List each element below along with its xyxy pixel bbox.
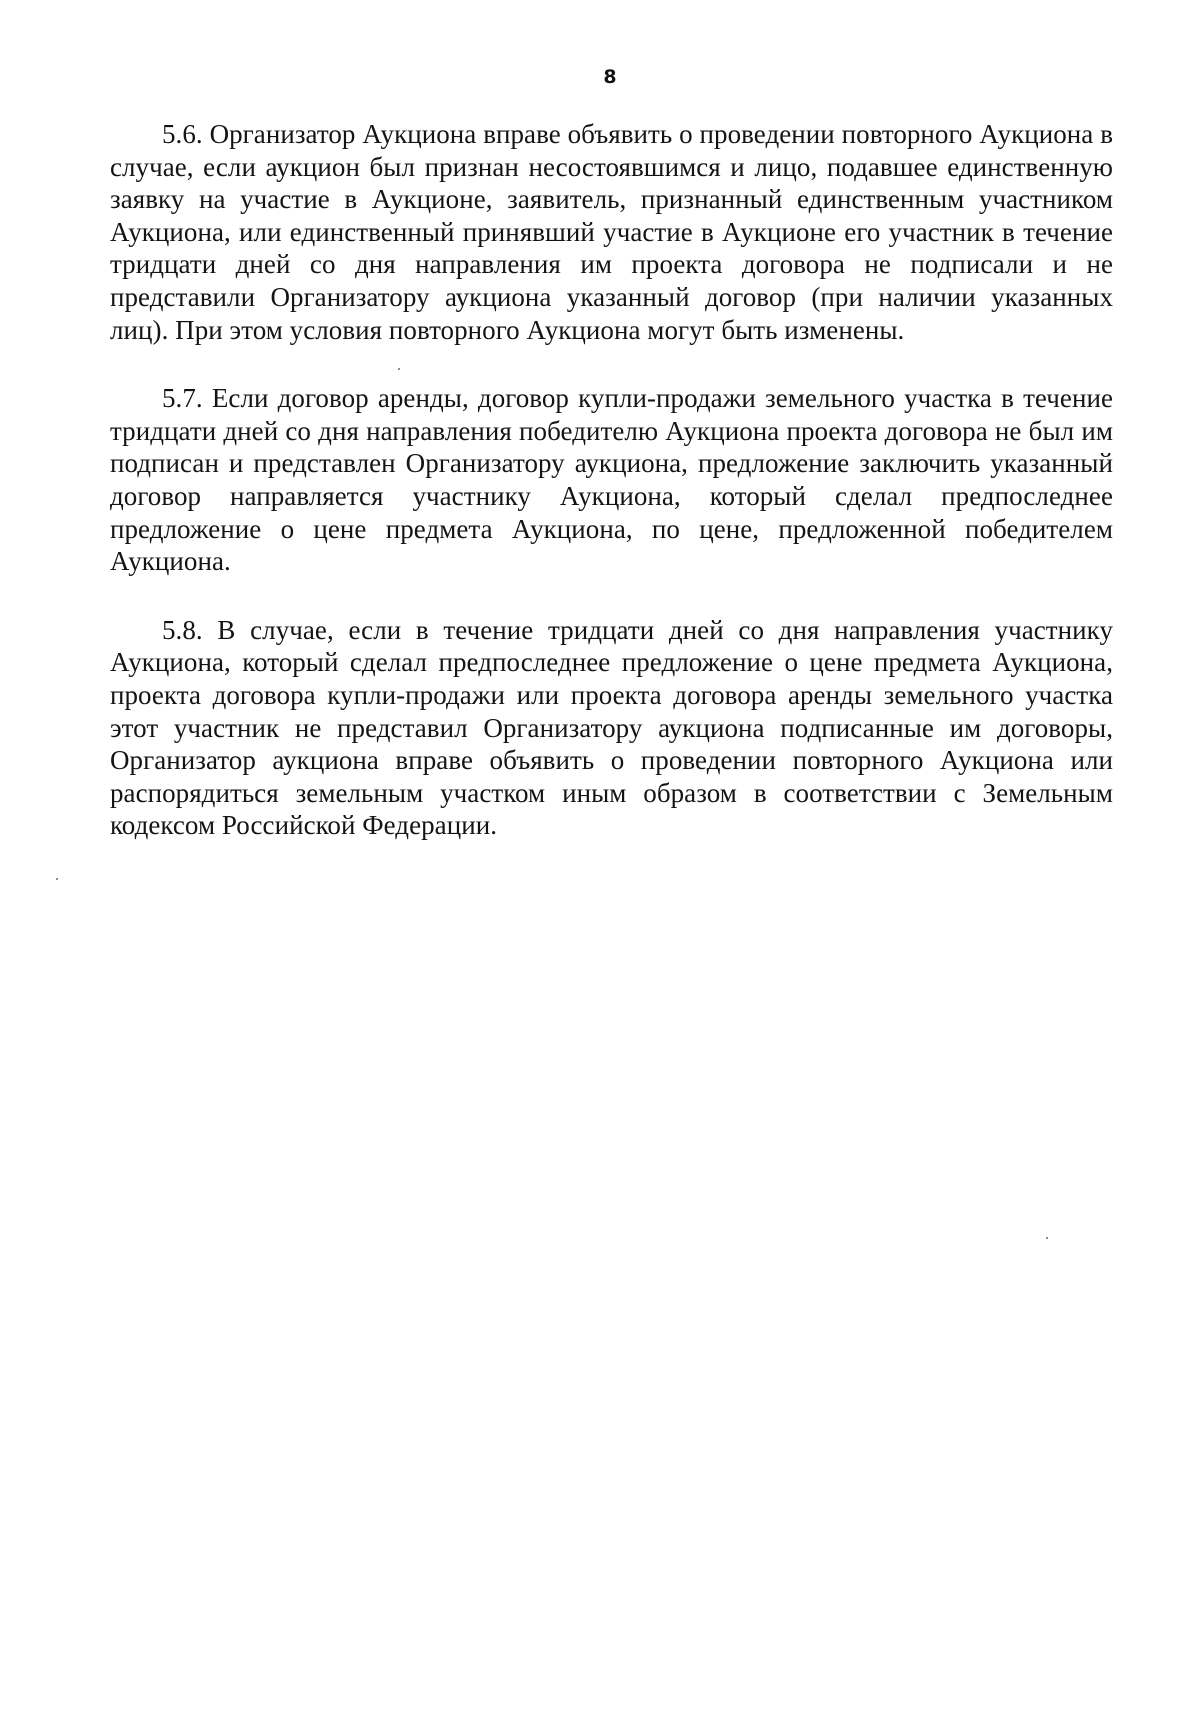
paragraph-5-7: 5.7. Если договор аренды, договор купли-продажи земельного участка в течение тридцати дней со дня направления победителю Аукциона проекта договора не был им подписан и представлен Организатору аукциона, предложение заключить указанный договор направляется участнику Аукциона, который сделал предпоследнее предложение о цене предмета Аукциона, по цене, предложенной победителем Аукциона.: [110, 383, 1113, 577]
paragraph-5-6: 5.6. Организатор Аукциона вправе объявить о проведении повторного Аукциона в случае, если аукцион был признан несостоявшимся и лицо, подавшее единственную заявку на участие в Аукционе, заявитель, признанный единственным участником Аукциона, или единственный принявший участие в Аукционе его участник в течение тридцати дней со дня направления им проекта договора не подписали и не представили Организатору аукциона указанный договор (при наличии указанных лиц). При этом условия повторного Аукциона могут быть изменены.: [110, 119, 1113, 345]
scan-speck: [1046, 1237, 1048, 1239]
document-body: [110, 118, 1113, 878]
page-number: 8: [603, 66, 617, 88]
scan-speck: [398, 368, 400, 370]
scan-speck: [56, 878, 58, 880]
paragraph-5-8: 5.8. В случае, если в течение тридцати дней со дня направления участнику Аукциона, который сделал предпоследнее предложение о цене предмета Аукциона, проекта договора купли-продажи или проекта договора аренды земельного участка этот участник не представил Организатору аукциона подписанные им договоры, Организатор аукциона вправе объявить о проведении повторного Аукциона или распорядиться земельным участком иным образом в соответствии с Земельным кодексом Российской Федерации.: [110, 614, 1113, 841]
